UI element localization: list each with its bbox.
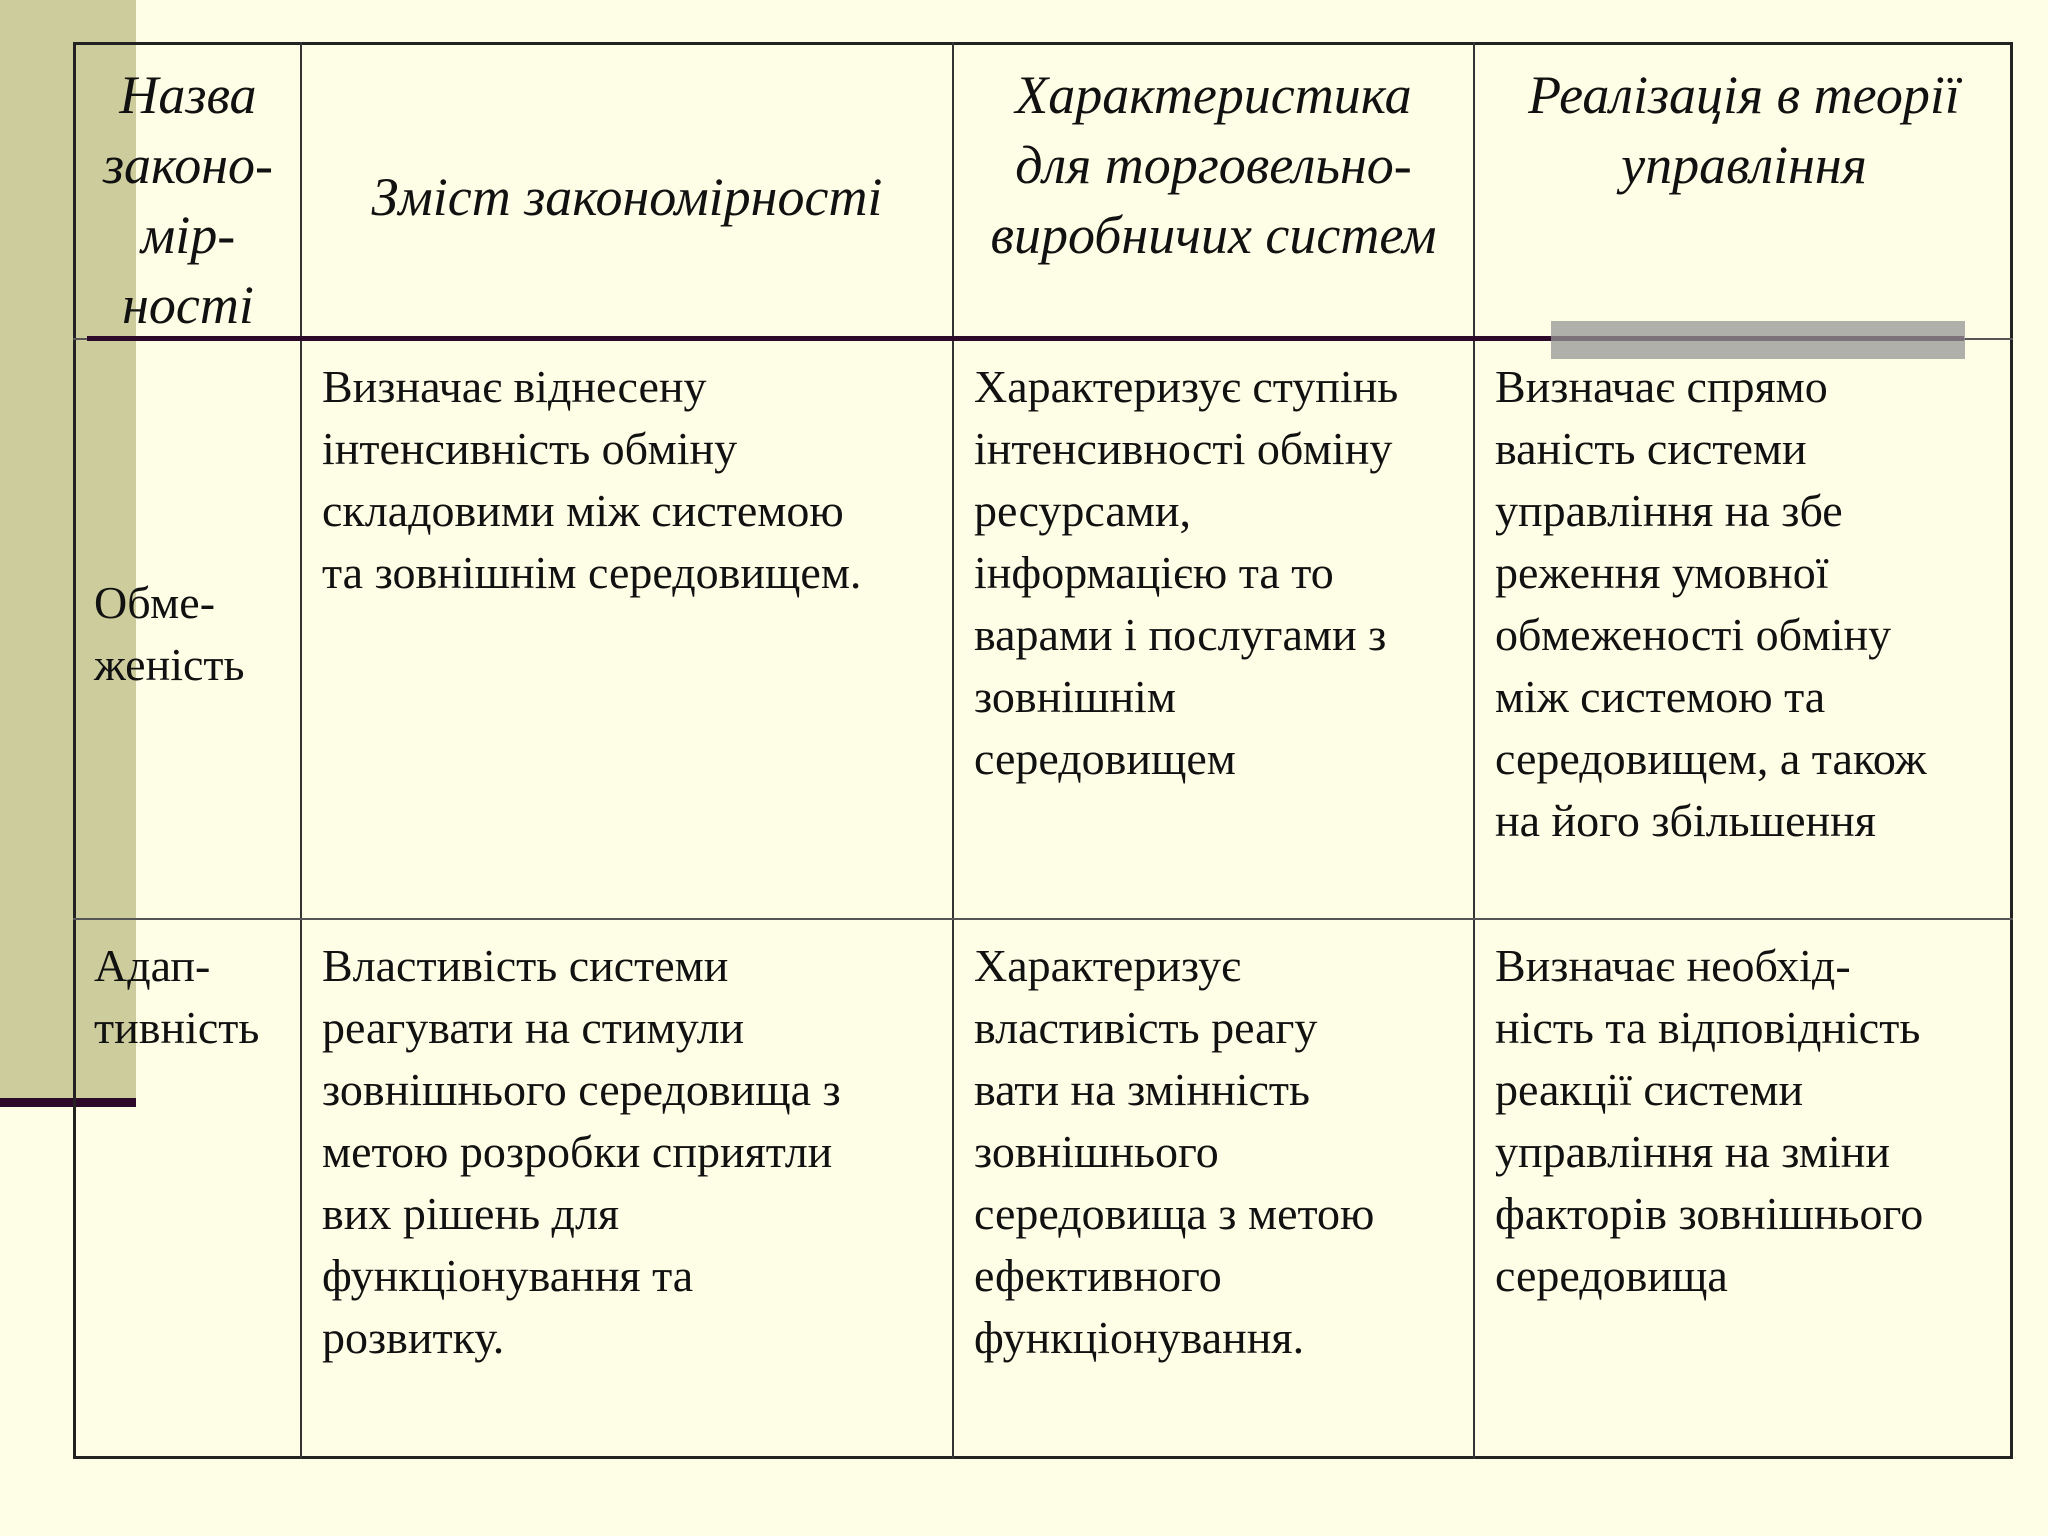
cell-line: ність та відповідність: [1495, 1002, 1921, 1053]
cell-line: середовищем, а також: [1495, 733, 1927, 784]
cell-line: Адап-: [94, 940, 211, 991]
header-line: Назва: [119, 65, 257, 125]
cell-line: та зовнішнім середовищем.: [322, 547, 862, 598]
cell-line: вих рішень для: [322, 1188, 620, 1239]
header-name: [76, 60, 300, 340]
column-divider: [300, 42, 302, 1459]
cell-line: зовнішнім: [974, 671, 1176, 722]
header-line: законо-: [102, 135, 274, 195]
cell-line: ефективного: [974, 1250, 1222, 1301]
column-divider: [1473, 42, 1475, 1459]
cell-line: ресурсами,: [974, 485, 1191, 536]
cell-line: факторів зовнішнього: [1495, 1188, 1924, 1239]
cell-line: варами і послугами з: [974, 609, 1387, 660]
cell-line: женість: [94, 639, 245, 690]
row-2-content: [322, 935, 952, 1369]
header-realization: [1475, 60, 2013, 200]
cell-line: ваність системи: [1495, 423, 1807, 474]
row-1-name: [94, 572, 300, 696]
header-line: виробничих систем: [990, 205, 1437, 265]
header-line: Зміст закономірності: [371, 167, 883, 227]
cell-line: управління на зміни: [1495, 1126, 1890, 1177]
cell-line: функціонування та: [322, 1250, 694, 1301]
header-line: Характеристика: [1015, 65, 1412, 125]
cell-line: тивність: [94, 1002, 260, 1053]
header-line: Реалізація в теорії: [1528, 65, 1960, 125]
cell-line: обмеженості обміну: [1495, 609, 1892, 660]
row-1-realization: [1495, 356, 2013, 852]
cell-line: зовнішнього середовища з: [322, 1064, 841, 1115]
cell-line: Характеризує ступінь: [974, 361, 1399, 412]
cell-line: реакції системи: [1495, 1064, 1804, 1115]
cell-line: інформацією та то: [974, 547, 1334, 598]
cell-line: середовищем: [974, 733, 1236, 784]
row-2-name: [94, 935, 300, 1059]
cell-line: Визначає необхід-: [1495, 940, 1851, 991]
cell-line: між системою та: [1495, 671, 1826, 722]
cell-line: інтенсивності обміну: [974, 423, 1393, 474]
cell-line: на його збільшення: [1495, 795, 1876, 846]
header-line: ності: [122, 275, 254, 335]
cell-line: зовнішнього: [974, 1126, 1219, 1177]
row-2-characteristic: [974, 935, 1473, 1369]
cell-line: розвитку.: [322, 1312, 505, 1363]
cell-line: інтенсивність обміну: [322, 423, 738, 474]
cell-line: метою розробки сприятли: [322, 1126, 833, 1177]
cell-line: Обме-: [94, 577, 216, 628]
cell-line: реження умовної: [1495, 547, 1829, 598]
header-content: [302, 162, 952, 232]
cell-line: Характеризує: [974, 940, 1241, 991]
cell-line: властивість реагу: [974, 1002, 1318, 1053]
cell-line: Властивість системи: [322, 940, 729, 991]
cell-line: середовища з метою: [974, 1188, 1375, 1239]
header-line: управління: [1621, 135, 1867, 195]
cell-line: функціонування.: [974, 1312, 1305, 1363]
header-line: для торговельно-: [1015, 135, 1412, 195]
cell-line: реагувати на стимули: [322, 1002, 745, 1053]
cell-line: вати на змінність: [974, 1064, 1311, 1115]
header-characteristic: [954, 60, 1473, 270]
cell-line: Визначає віднесену: [322, 361, 707, 412]
row-divider: [73, 918, 2013, 920]
decorative-gray-bar: [1551, 321, 1965, 359]
row-1-content: [322, 356, 952, 604]
cell-line: середовища: [1495, 1250, 1728, 1301]
row-1-characteristic: [974, 356, 1473, 790]
cell-line: складовими між системою: [322, 485, 844, 536]
header-line: мір-: [140, 205, 236, 265]
cell-line: управління на збе: [1495, 485, 1843, 536]
row-2-realization: [1495, 935, 2013, 1307]
cell-line: Визначає спрямо: [1495, 361, 1828, 412]
